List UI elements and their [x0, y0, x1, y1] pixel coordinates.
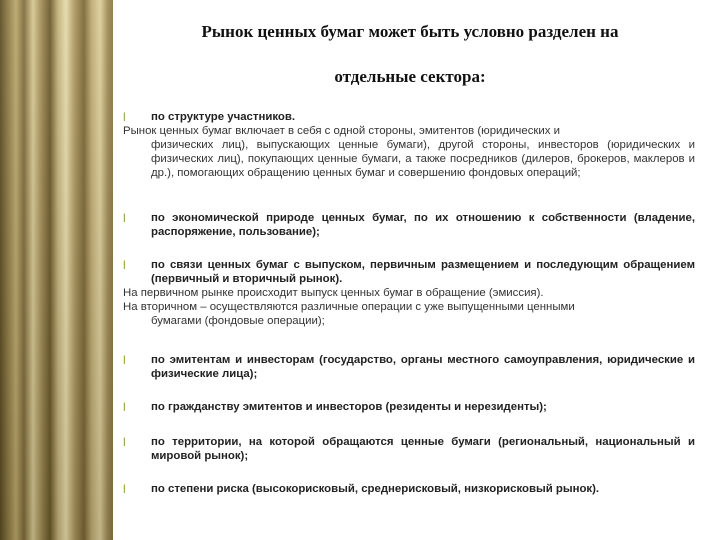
decorative-gold-band: [0, 0, 113, 540]
bullet-icon: l: [123, 110, 126, 124]
bullet-icon: l: [123, 435, 126, 449]
bullet-block-citizenship: [123, 400, 695, 414]
bullet-label: по эмитентам и инвесторам (государство, органы местного самоуправления, юридические и физические лица);: [151, 354, 695, 380]
paragraph-secondary-market: На вторичном – осуществляются различные операции с уже выпущенными ценными: [123, 301, 575, 313]
paragraph-continuation: бумагами (фондовые операции);: [151, 315, 325, 327]
bullet-block-risk: [123, 482, 695, 496]
paragraph-continuation: физических лиц), выпускающих ценные бумаги), другой стороны, инвесторов (юридических и физических лиц), покупающих ценные бумаги, а также посредников (дилеров, брокеров, маклеров и др.), помогающих обращению ценных бумаг и совершению фондовых операций;: [151, 139, 695, 179]
bullet-icon: l: [123, 211, 126, 225]
bullet-label: по территории, на которой обращаются ценные бумаги (региональный, национальный и мировой рынок);: [151, 436, 695, 462]
paragraph-first-line: Рынок ценных бумаг включает в себя с одной стороны, эмитентов (юридических и: [123, 125, 560, 137]
slide-title-line2: отдельные сектора:: [334, 67, 486, 86]
bullet-label: по гражданству эмитентов и инвесторов (резиденты и нерезиденты);: [151, 401, 547, 413]
bullet-label: по связи ценных бумаг с выпуском, первичным размещением и последующим обращением (первичный и вторичный рынок).: [151, 259, 695, 285]
bullet-block-participants: [123, 110, 695, 180]
bullet-block-issue: [123, 258, 695, 328]
bullet-block-territory: [123, 435, 695, 463]
bullet-icon: l: [123, 353, 126, 367]
bullet-label: по экономической природе ценных бумаг, по их отношению к собственности (владение, распоряжение, пользование);: [151, 212, 695, 238]
bullet-block-economic-nature: [123, 211, 695, 239]
bullet-icon: l: [123, 258, 126, 272]
paragraph-primary-market: На первичном рынке происходит выпуск ценных бумаг в обращение (эмиссия).: [123, 287, 544, 299]
slide-title-line1: Рынок ценных бумаг может быть условно разделен на: [201, 22, 619, 41]
bullet-icon: l: [123, 482, 126, 496]
bullet-label: по структуре участников.: [151, 111, 296, 123]
slide-content: [123, 110, 695, 496]
bullet-icon: l: [123, 400, 126, 414]
bullet-label: по степени риска (высокорисковый, среднерисковый, низкорисковый рынок).: [151, 483, 600, 495]
bullet-block-issuers-investors: [123, 353, 695, 381]
